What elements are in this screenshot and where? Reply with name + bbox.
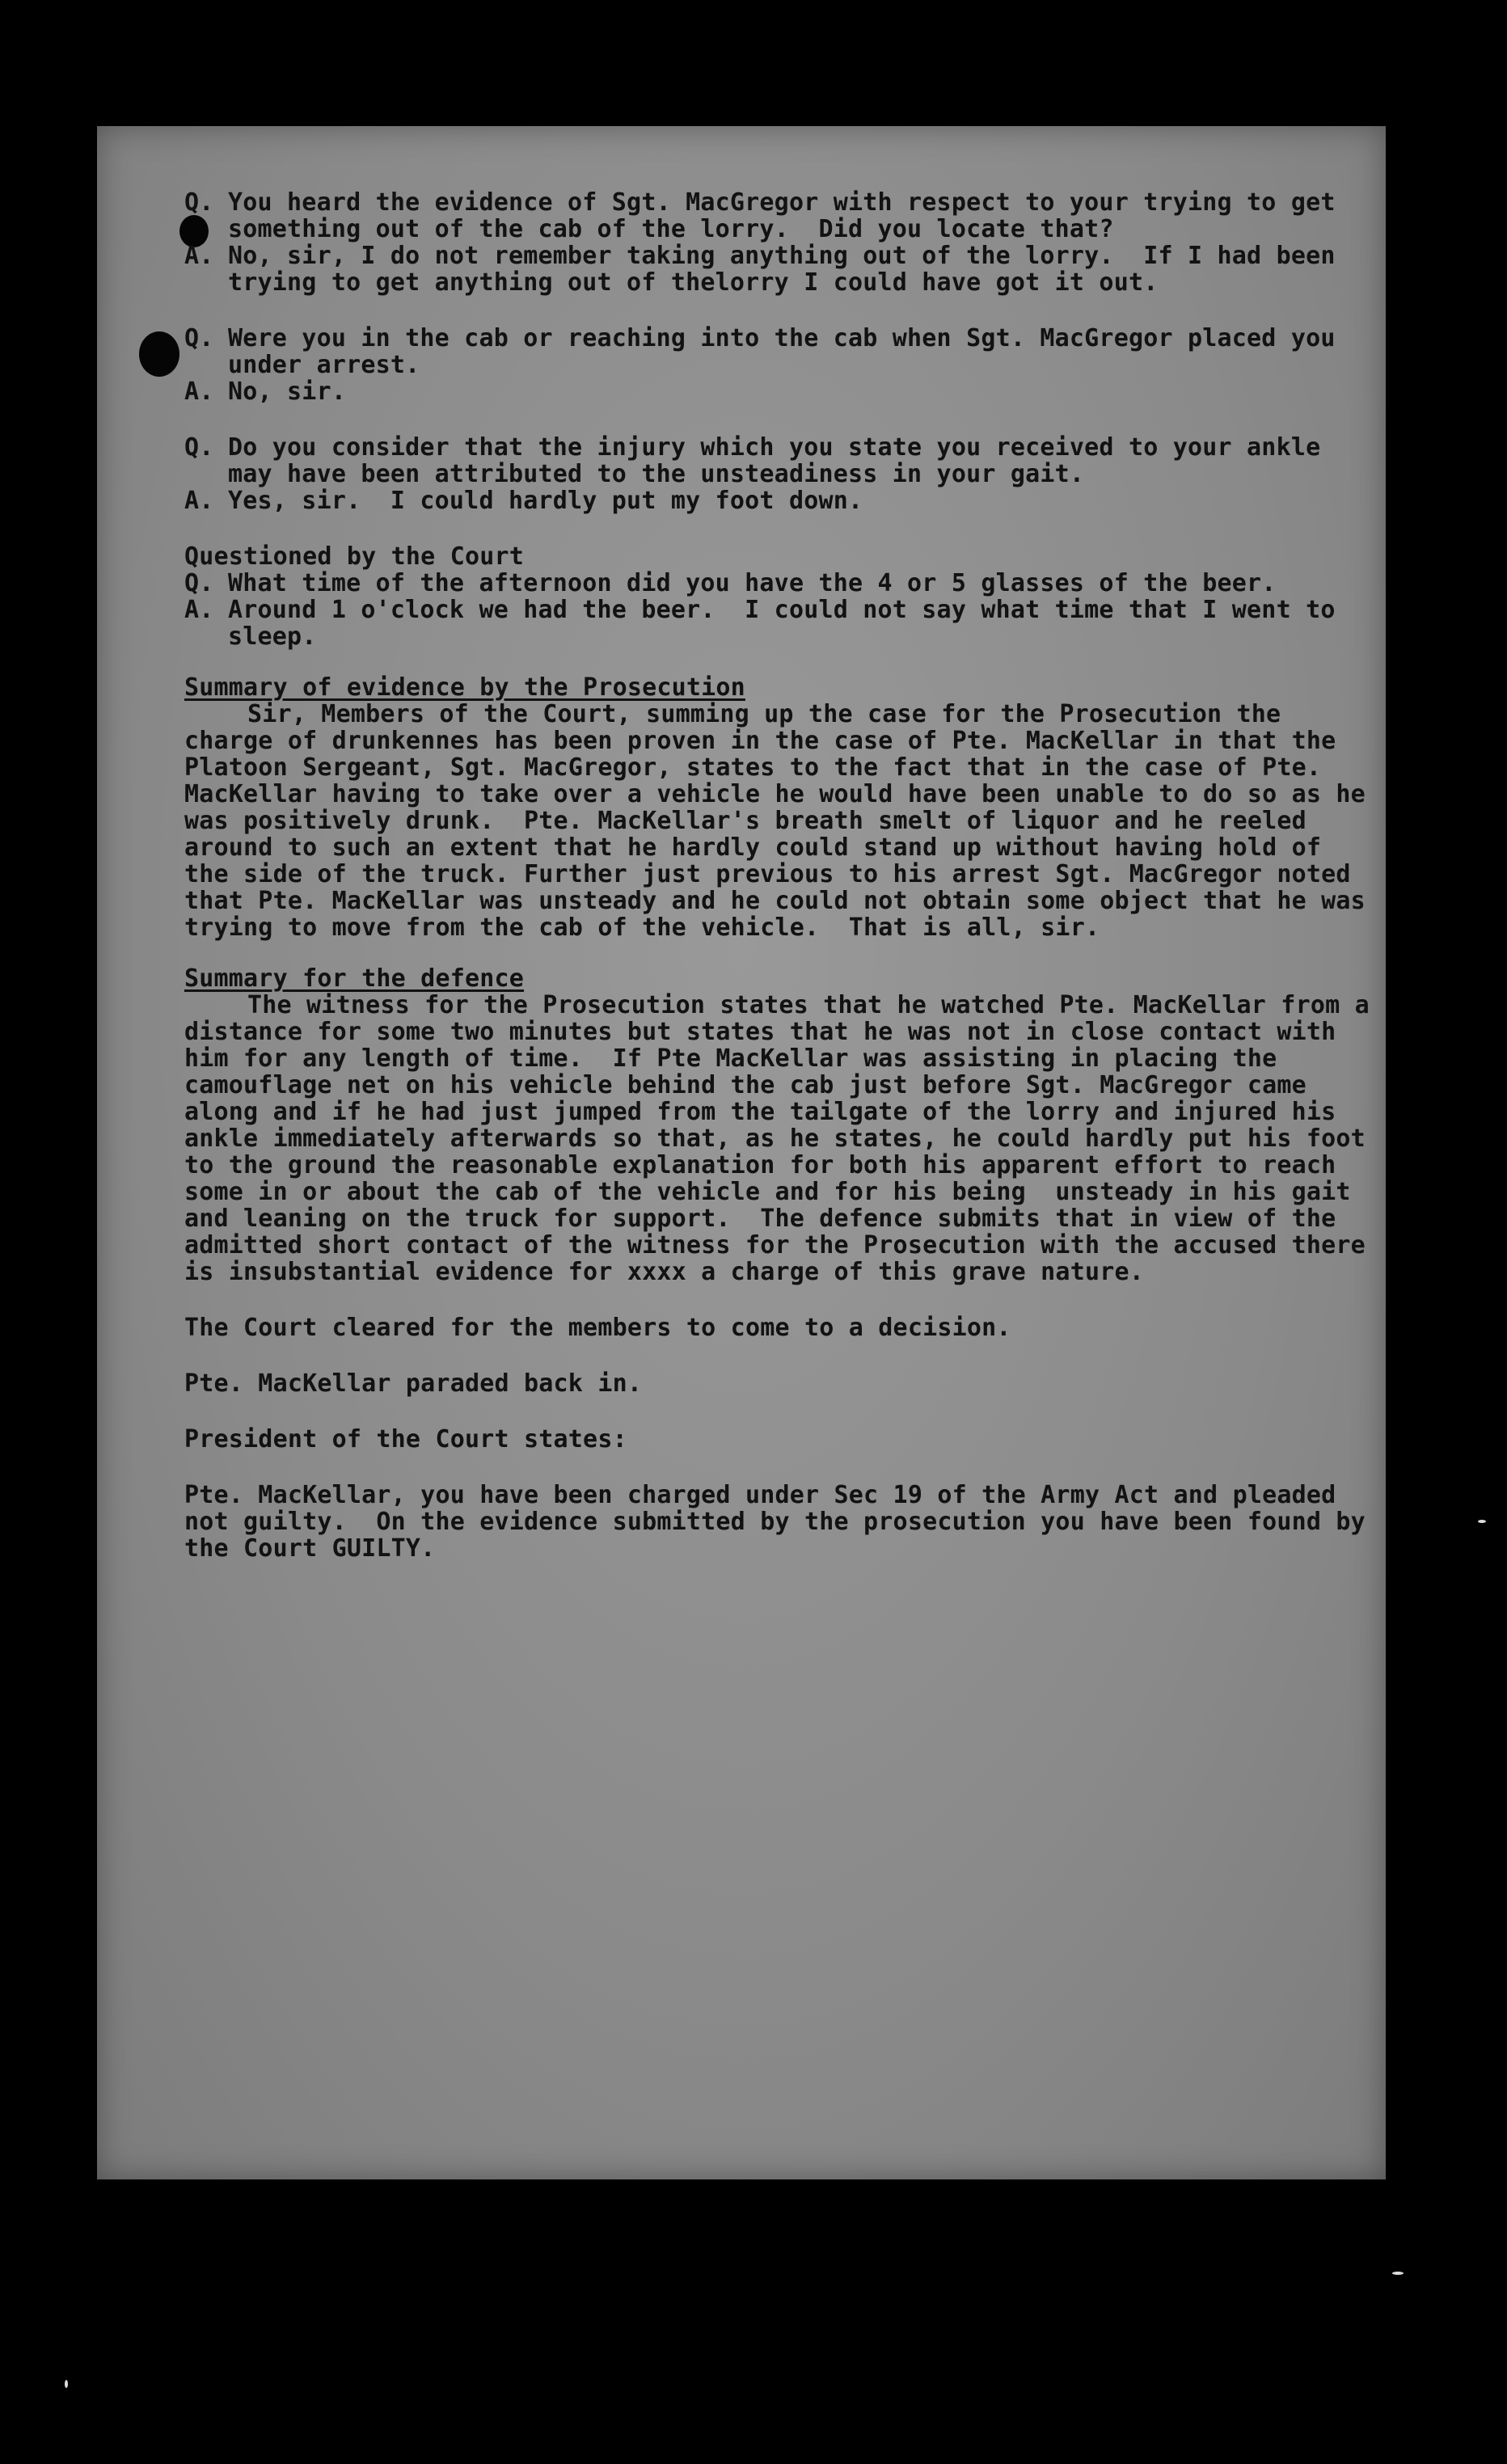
question-tag: Q. xyxy=(184,433,214,462)
answer-text: No, sir, I do not remember taking anything out of the lorry. If I had been trying to get anything out of thelorry I could have got it out. xyxy=(228,242,1350,297)
scan-speck xyxy=(1392,2272,1404,2275)
question-tag: Q. xyxy=(184,188,214,217)
scan-speck xyxy=(65,2380,68,2388)
document-text xyxy=(184,188,1385,1563)
court-cleared-statement: The Court cleared for the members to come to a decision. xyxy=(184,1314,1011,1342)
prosecution-summary-heading: Summary of evidence by the Prosecution xyxy=(184,673,745,702)
question-text: You heard the evidence of Sgt. MacGregor with respect to your trying to get something out of the cab of the lorry. Did you locate that? xyxy=(228,188,1350,243)
qa-block-1 xyxy=(184,189,1373,243)
prosecution-summary-text: Sir, Members of the Court, summing up the case for the Prosecution the charge of drunkennes has been proven in the case of Pte. MacKellar in that the Platoon Sergeant, Sgt. MacGregor, states to the fact that in the case of Pte. MacKellar having to take over a vehicle he would have been unable to do so as he was positively drunk. Pte. MacKellar's breath smelt of liquor and he reeled around to such an extent that he hardly could stand up without having hold of the side of the truck. Further just previous to his arrest Sgt. MacGregor noted that Pte. MacKellar was unsteady and he could not obtain some object that he was trying to move from the cab of the vehicle. That is all, sir. xyxy=(184,700,1381,942)
punch-hole-middle xyxy=(139,331,179,377)
answer-text: No, sir. xyxy=(228,378,347,406)
verdict-text: Pte. MacKellar, you have been charged under Sec 19 of the Army Act and pleaded not guilty. On the evidence submitted by the prosecution you have been found by the Court GUILTY. xyxy=(184,1481,1381,1563)
question-tag: Q. xyxy=(184,324,214,352)
qa-block-2 xyxy=(184,325,1373,378)
answer-tag: A. xyxy=(184,596,214,624)
document-page xyxy=(97,126,1386,2179)
defence-summary-text: The witness for the Prosecution states that he watched Pte. MacKellar from a distance for some two minutes but states that he was not in close contact with him for any length of time. If Pte MacKellar was assisting in placing the camouflage net on his vehicle behind the cab just before Sgt. MacGregor came along and if he had just jumped from the tailgate of the lorry and injured his ankle immediately afterwards so that, as he states, he could hardly put his foot to the ground the reasonable explanation for both his apparent effort to reach some in or about the cab of the vehicle and for his being unsteady in his gait and leaning on the truck for support. The defence submits that in view of the admitted short contact of the witness for the Prosecution with the accused there is insubstantial evidence for xxxx a charge of this grave nature. xyxy=(184,991,1385,1286)
paraded-back-statement: Pte. MacKellar paraded back in. xyxy=(184,1369,643,1398)
question-text: Do you consider that the injury which you state you received to your ankle may have been attributed to the unsteadiness in your gait. xyxy=(228,433,1336,488)
answer-tag: A. xyxy=(184,487,214,515)
scan-speck xyxy=(1478,1520,1486,1523)
court-questions-heading: Questioned by the Court xyxy=(184,542,525,571)
question-text: What time of the afternoon did you have the 4 or 5 glasses of the beer. xyxy=(228,569,1277,597)
answer-tag: A. xyxy=(184,242,214,270)
answer-text: Yes, sir. I could hardly put my foot down. xyxy=(228,487,863,515)
answer-tag: A. xyxy=(184,378,214,406)
president-statement-heading: President of the Court states: xyxy=(184,1425,627,1454)
question-text: Were you in the cab or reaching into the cab when Sgt. MacGregor placed you under arrest. xyxy=(228,324,1350,379)
qa-block-4 xyxy=(184,570,1373,597)
answer-text: Around 1 o'clock we had the beer. I could not say what time that I went to sleep. xyxy=(228,596,1350,651)
qa-block-3 xyxy=(184,434,1373,487)
question-tag: Q. xyxy=(184,569,214,597)
defence-summary-heading: Summary for the defence xyxy=(184,964,525,993)
